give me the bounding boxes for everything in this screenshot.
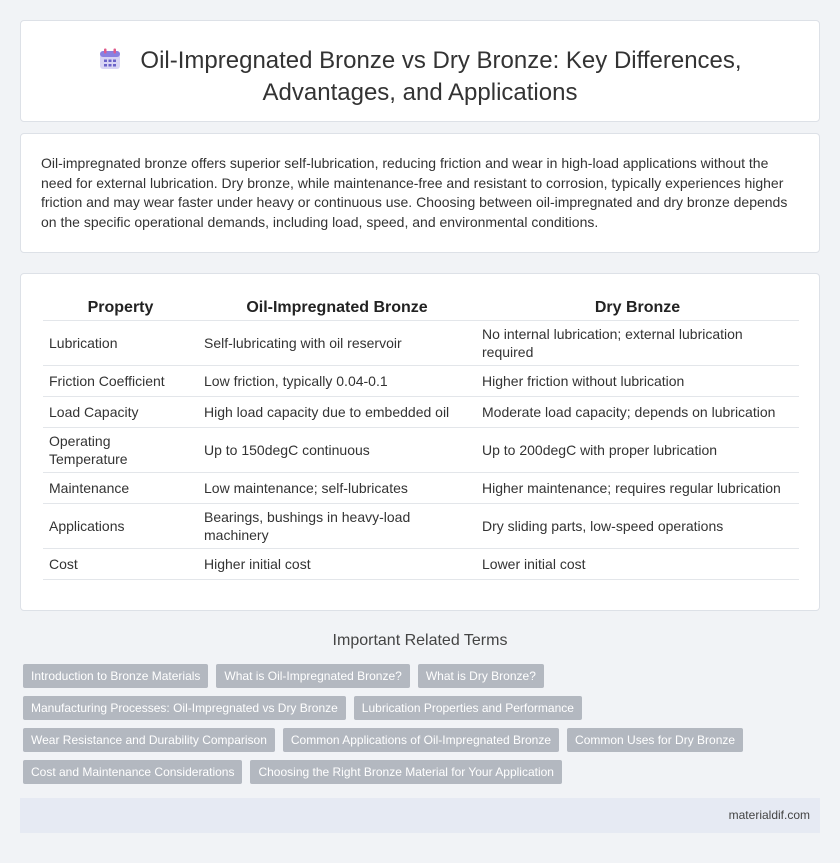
title-line-2: Advantages, and Applications [262, 79, 578, 106]
table-header-row [43, 294, 799, 320]
cell-oil: Low maintenance; self-lubricates [198, 472, 476, 503]
cell-oil: High load capacity due to embedded oil [198, 396, 476, 427]
cell-property: Applications [43, 503, 198, 548]
header-dry: Dry Bronze [476, 294, 799, 320]
title-line-1: Oil-Impregnated Bronze vs Dry Bronze: Key Differences, [140, 47, 742, 74]
term-tag[interactable]: Cost and Maintenance Considerations [23, 760, 242, 784]
table-row [43, 320, 799, 365]
intro-paragraph: Oil-impregnated bronze offers superior self-lubrication, reducing friction and wear in high-load applications without the need for external lubrication. Dry bronze, while maintenance-free and resistant to corrosion, typically experiences higher friction and may wear faster under heavy or continuous use. Choosing between oil-impregnated and dry bronze depends on the specific operational demands, including load, speed, and environmental conditions. [41, 155, 788, 230]
header-property: Property [43, 294, 198, 320]
cell-dry: Dry sliding parts, low-speed operations [476, 503, 799, 548]
cell-oil: Higher initial cost [198, 548, 476, 579]
term-tag[interactable]: Introduction to Bronze Materials [23, 664, 208, 688]
cell-dry: No internal lubrication; external lubrication required [476, 320, 799, 365]
term-tag[interactable]: Manufacturing Processes: Oil-Impregnated vs Dry Bronze [23, 696, 346, 720]
cell-oil: Low friction, typically 0.04-0.1 [198, 365, 476, 396]
term-tag[interactable]: What is Oil-Impregnated Bronze? [216, 664, 409, 688]
related-terms-heading: Important Related Terms [332, 632, 508, 649]
term-tag[interactable]: What is Dry Bronze? [418, 664, 544, 688]
cell-property: Friction Coefficient [43, 365, 198, 396]
table-row [43, 503, 799, 548]
table-row [43, 548, 799, 579]
calendar-icon [98, 47, 122, 78]
cell-property: Cost [43, 548, 198, 579]
comparison-card [20, 273, 820, 611]
cell-dry: Lower initial cost [476, 548, 799, 579]
cell-dry: Moderate load capacity; depends on lubrication [476, 396, 799, 427]
page-title [21, 46, 819, 107]
comparison-table [43, 294, 799, 580]
cell-dry: Up to 200degC with proper lubrication [476, 427, 799, 472]
cell-oil: Up to 150degC continuous [198, 427, 476, 472]
cell-dry: Higher friction without lubrication [476, 365, 799, 396]
header-oil-impregnated: Oil-Impregnated Bronze [198, 294, 476, 320]
table-row [43, 396, 799, 427]
table-row [43, 472, 799, 503]
cell-property: Lubrication [43, 320, 198, 365]
term-tag[interactable]: Common Uses for Dry Bronze [567, 728, 743, 752]
cell-oil: Self-lubricating with oil reservoir [198, 320, 476, 365]
cell-property: Maintenance [43, 472, 198, 503]
term-tag[interactable]: Wear Resistance and Durability Comparison [23, 728, 275, 752]
table-row [43, 365, 799, 396]
cell-dry: Higher maintenance; requires regular lubrication [476, 472, 799, 503]
cell-property: Operating Temperature [43, 427, 198, 472]
term-tag[interactable]: Lubrication Properties and Performance [354, 696, 582, 720]
term-tag[interactable]: Choosing the Right Bronze Material for Your Application [250, 760, 562, 784]
related-terms [23, 664, 823, 792]
cell-property: Load Capacity [43, 396, 198, 427]
cell-oil: Bearings, bushings in heavy-load machinery [198, 503, 476, 548]
intro-card [20, 133, 820, 253]
title-card [20, 20, 820, 122]
footer-site[interactable]: materialdif.com [728, 808, 810, 822]
term-tag[interactable]: Common Applications of Oil-Impregnated Bronze [283, 728, 559, 752]
table-row [43, 427, 799, 472]
footer [20, 798, 820, 833]
